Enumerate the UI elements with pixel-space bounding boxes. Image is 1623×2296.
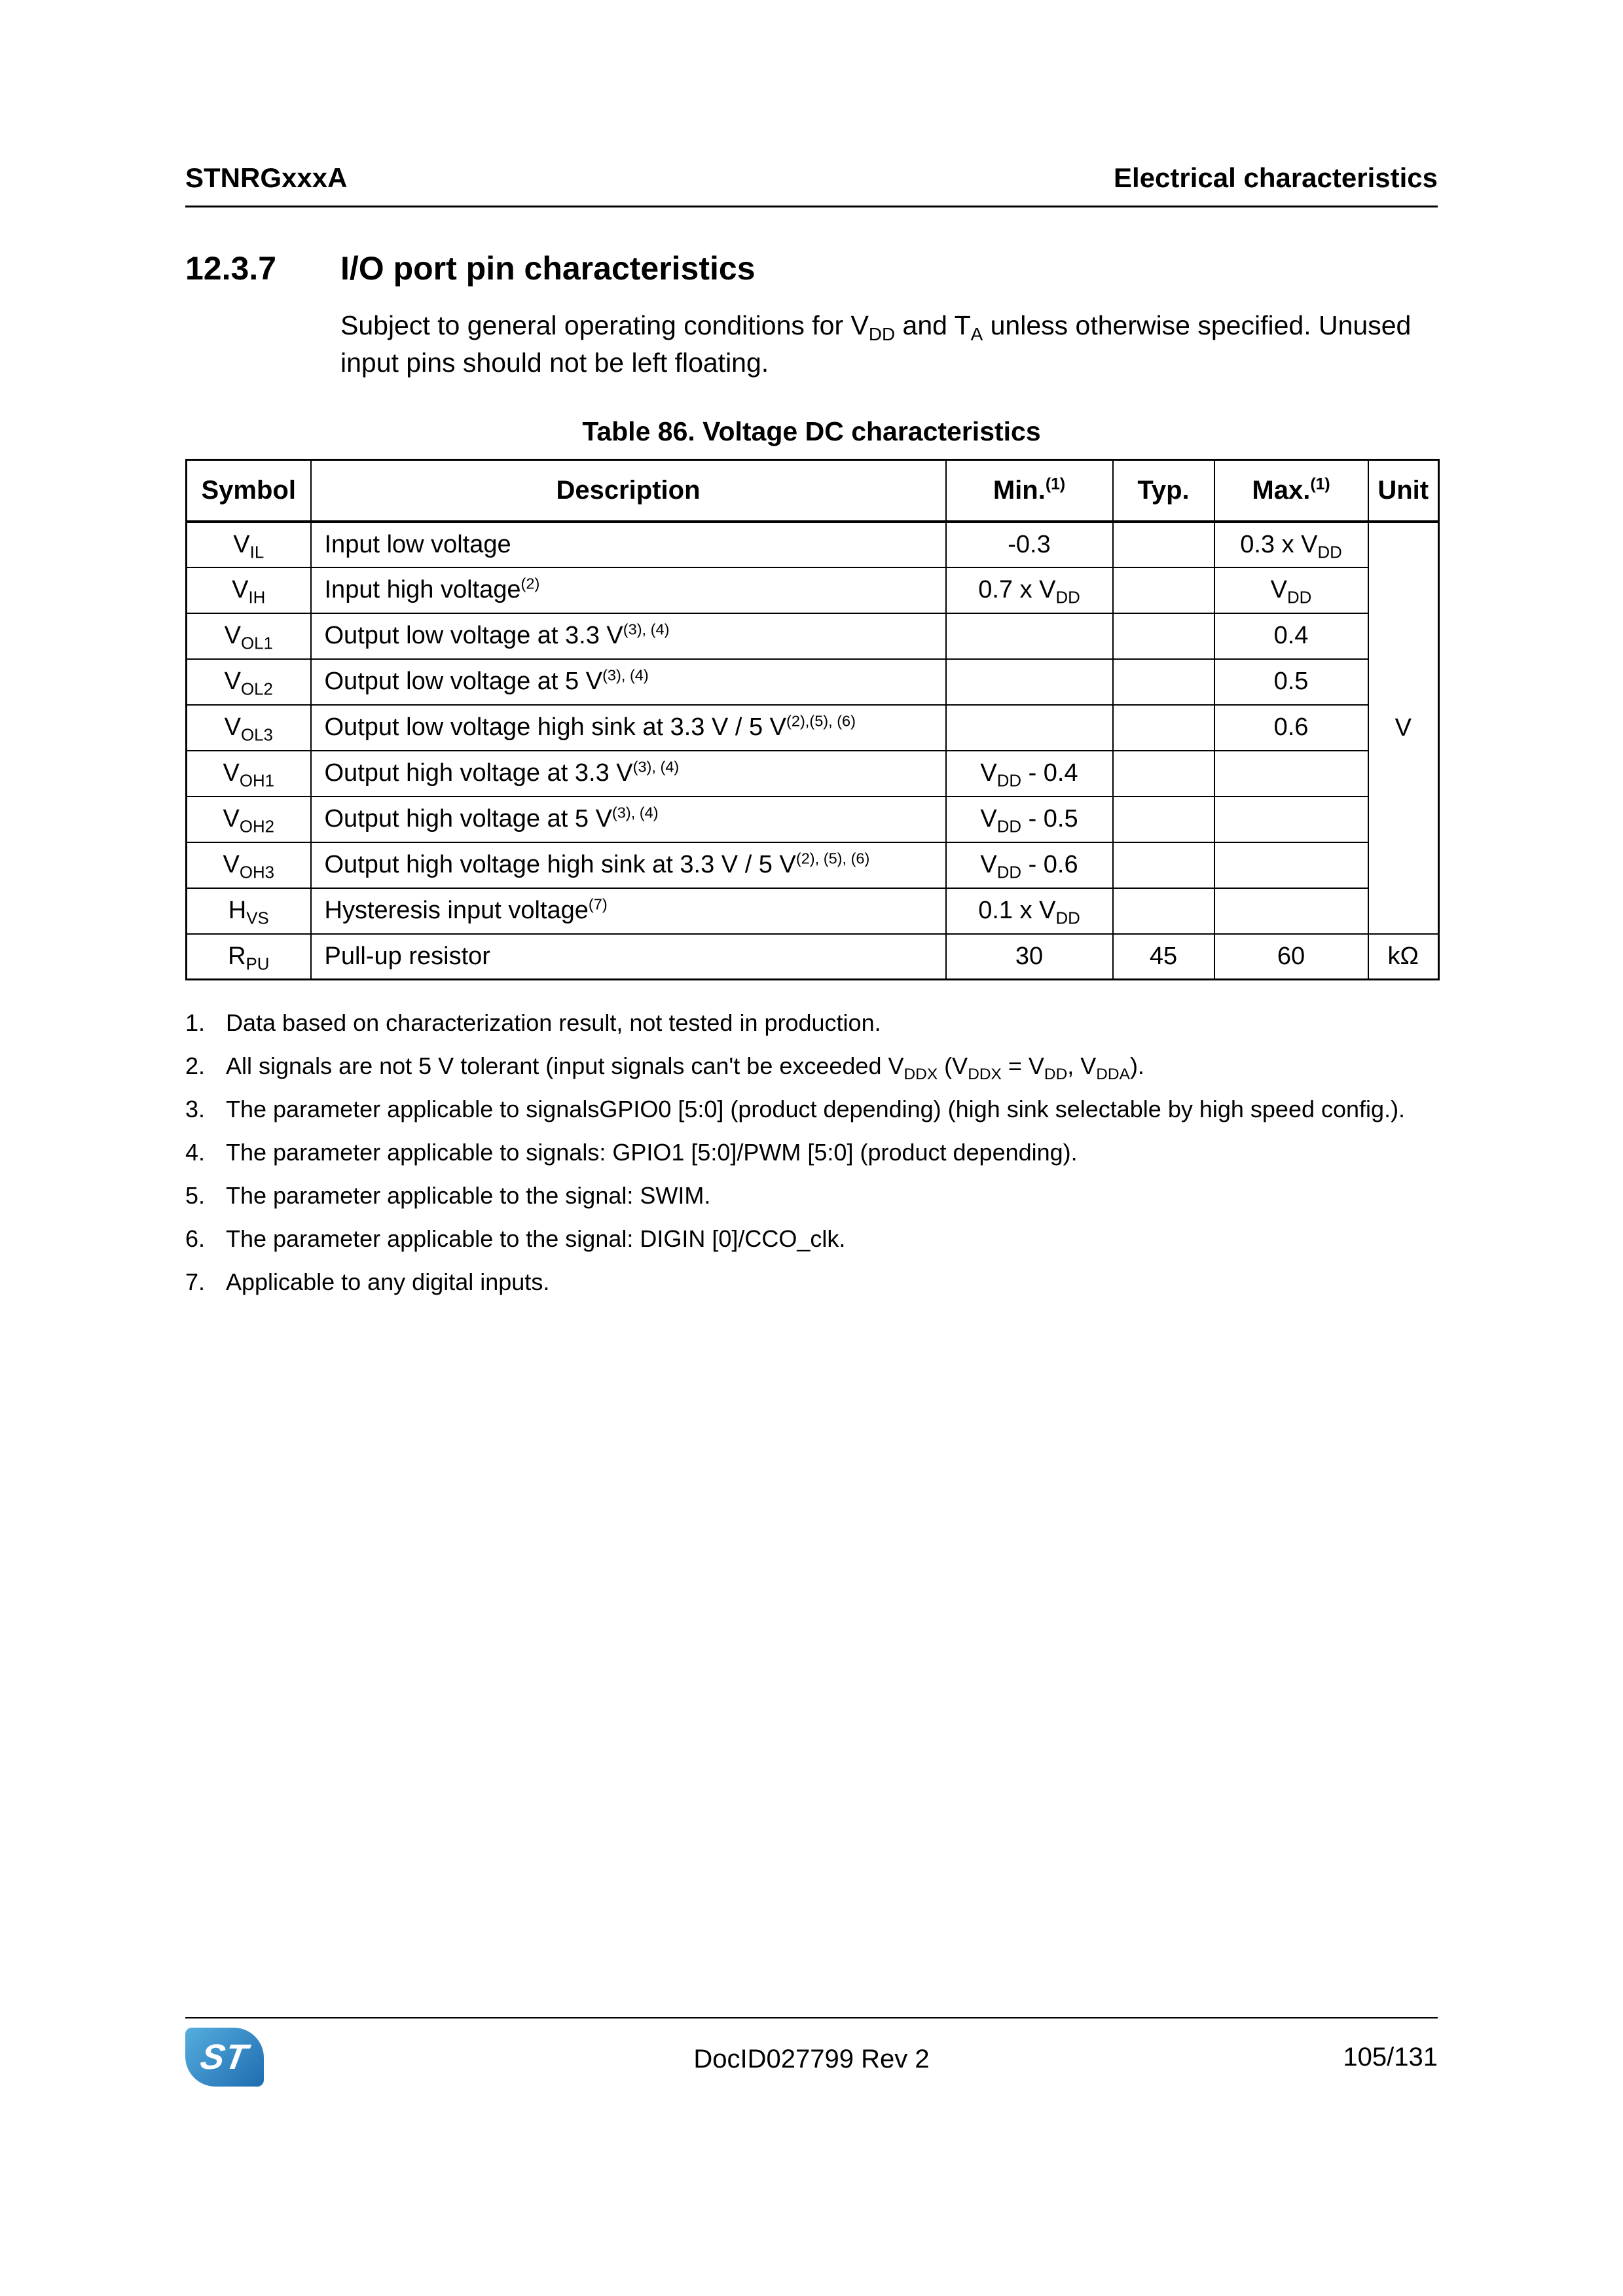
description-cell: Input low voltage — [311, 522, 946, 567]
max-cell: $V_{DD}$ — [1214, 567, 1368, 613]
col-header-unit: Unit — [1368, 460, 1439, 522]
symbol-cell: $V_{OL1}$ — [187, 613, 311, 659]
intro-paragraph: Subject to general operating conditions for $V_{DD}$ and $T_A$ unless otherwise specified. Unused input pins should not be left floating. — [340, 310, 1412, 378]
typ-cell — [1113, 705, 1214, 751]
table-caption: Table 86. Voltage DC characteristics — [582, 416, 1041, 447]
min-cell: 0.1 x $V_{DD}$ — [946, 888, 1113, 934]
footnote-item — [185, 1138, 1438, 1167]
section-heading — [185, 249, 1438, 287]
description-cell: Pull-up resistor — [311, 934, 946, 980]
max-cell: 0.4 — [1214, 613, 1368, 659]
footnote-item — [185, 1008, 1438, 1037]
table-row — [187, 934, 1439, 980]
symbol-cell: $V_{OH2}$ — [187, 797, 311, 842]
table-row — [187, 659, 1439, 705]
typ-cell — [1113, 567, 1214, 613]
symbol-cell: $V_{OH3}$ — [187, 842, 311, 888]
footnote-item — [185, 1051, 1438, 1084]
footnote-text: The parameter applicable to the signal: SWIM. — [226, 1182, 711, 1210]
symbol-cell: $V_{IL}$ — [187, 522, 311, 567]
min-cell: $V_{DD} - 0.6$ — [946, 842, 1113, 888]
description-cell: Output high voltage at 5 $V^{(3), (4)}$ — [311, 797, 946, 842]
table-row — [187, 842, 1439, 888]
min-cell — [946, 705, 1113, 751]
footnote-number: 7. — [185, 1268, 206, 1296]
table-row — [187, 797, 1439, 842]
voltage-dc-table — [185, 459, 1440, 980]
description-cell: Input high voltage$^{(2)}$ — [311, 567, 946, 613]
footnote-number: 1. — [185, 1009, 206, 1037]
typ-cell — [1113, 659, 1214, 705]
max-cell — [1214, 797, 1368, 842]
typ-cell — [1113, 522, 1214, 567]
footnote-text: Applicable to any digital inputs. — [226, 1268, 550, 1296]
description-cell: Output high voltage at 3.3 $V^{(3), (4)}$ — [311, 751, 946, 797]
min-cell: 30 — [946, 934, 1113, 980]
footnote-text: The parameter applicable to the signal: DIGIN [0]/CCO_clk. — [226, 1225, 846, 1253]
typ-cell — [1113, 888, 1214, 934]
table-row — [187, 888, 1439, 934]
footnote-number: 6. — [185, 1225, 206, 1253]
section-number: 12.3.7 — [185, 250, 277, 287]
doc-id: DocID027799 Rev 2 — [693, 2045, 930, 2073]
col-header-typ: Typ. — [1113, 460, 1214, 522]
typ-cell — [1113, 751, 1214, 797]
typ-cell — [1113, 797, 1214, 842]
section-title: I/O port pin characteristics — [340, 250, 756, 287]
st-logo-text: ST — [198, 2037, 251, 2077]
footnote-number: 4. — [185, 1139, 206, 1166]
footnote-text: All signals are not 5 V tolerant (input signals can't be exceeded $V_{DDX}$ ($V_{DDX} = V_{DD}$, $V_{DDA}$). — [226, 1052, 1144, 1084]
page-footer — [185, 2017, 1438, 2087]
description-cell: Output low voltage at 3.3 $V^{(3), (4)}$ — [311, 613, 946, 659]
symbol-cell: $H_{VS}$ — [187, 888, 311, 934]
footnote-text: The parameter applicable to signalsGPIO0 [5:0] (product depending) (high sink selectable by high speed config.). — [226, 1096, 1406, 1123]
header-part-number: STNRGxxxA — [185, 162, 348, 193]
page-header — [185, 162, 1438, 207]
max-cell: 0.6 — [1214, 705, 1368, 751]
footnote-text: Data based on characterization result, not tested in production. — [226, 1009, 881, 1037]
description-cell: Output low voltage at 5 $V^{(3), (4)}$ — [311, 659, 946, 705]
footnote-item — [185, 1224, 1438, 1253]
col-header-min: Min.$^{(1)}$ — [946, 460, 1113, 522]
table-row — [187, 613, 1439, 659]
unit-cell: kΩ — [1368, 934, 1439, 980]
symbol-cell: $V_{OH1}$ — [187, 751, 311, 797]
min-cell: 0.7 x $V_{DD}$ — [946, 567, 1113, 613]
typ-cell: 45 — [1113, 934, 1214, 980]
footnote-item — [185, 1267, 1438, 1297]
symbol-cell: $V_{OL2}$ — [187, 659, 311, 705]
col-header-symbol: Symbol — [187, 460, 311, 522]
symbol-cell: $V_{OL3}$ — [187, 705, 311, 751]
max-cell — [1214, 888, 1368, 934]
footnote-item — [185, 1181, 1438, 1210]
footnote-number: 3. — [185, 1096, 206, 1123]
description-cell: Output low voltage high sink at 3.3 V / 5 $V^{(2),(5), (6)}$ — [311, 705, 946, 751]
description-cell: Hysteresis input voltage$^{(7)}$ — [311, 888, 946, 934]
table-header-row — [187, 460, 1439, 522]
min-cell — [946, 659, 1113, 705]
min-cell: $V_{DD} - 0.4$ — [946, 751, 1113, 797]
footnote-number: 5. — [185, 1182, 206, 1210]
symbol-cell: $R_{PU}$ — [187, 934, 311, 980]
table-row — [187, 705, 1439, 751]
max-cell: 0.3 x $V_{DD}$ — [1214, 522, 1368, 567]
footnote-text: The parameter applicable to signals: GPIO1 [5:0]/PWM [5:0] (product depending). — [226, 1139, 1078, 1166]
footnote-item — [185, 1094, 1438, 1124]
table-row — [187, 751, 1439, 797]
min-cell: -0.3 — [946, 522, 1113, 567]
table-row — [187, 522, 1439, 567]
unit-cell: V — [1368, 522, 1439, 934]
header-chapter-title: Electrical characteristics — [1114, 162, 1438, 193]
col-header-description: Description — [311, 460, 946, 522]
min-cell: $V_{DD} - 0.5$ — [946, 797, 1113, 842]
typ-cell — [1113, 613, 1214, 659]
max-cell — [1214, 751, 1368, 797]
page-number: 105/131 — [1343, 2042, 1438, 2072]
max-cell: 0.5 — [1214, 659, 1368, 705]
col-header-max: Max.$^{(1)}$ — [1214, 460, 1368, 522]
description-cell: Output high voltage high sink at 3.3 V / 5 $V^{(2), (5), (6)}$ — [311, 842, 946, 888]
max-cell — [1214, 842, 1368, 888]
footnote-number: 2. — [185, 1052, 206, 1080]
symbol-cell: $V_{IH}$ — [187, 567, 311, 613]
table-row — [187, 567, 1439, 613]
typ-cell — [1113, 842, 1214, 888]
max-cell: 60 — [1214, 934, 1368, 980]
footnotes-list — [185, 1008, 1438, 1297]
min-cell — [946, 613, 1113, 659]
